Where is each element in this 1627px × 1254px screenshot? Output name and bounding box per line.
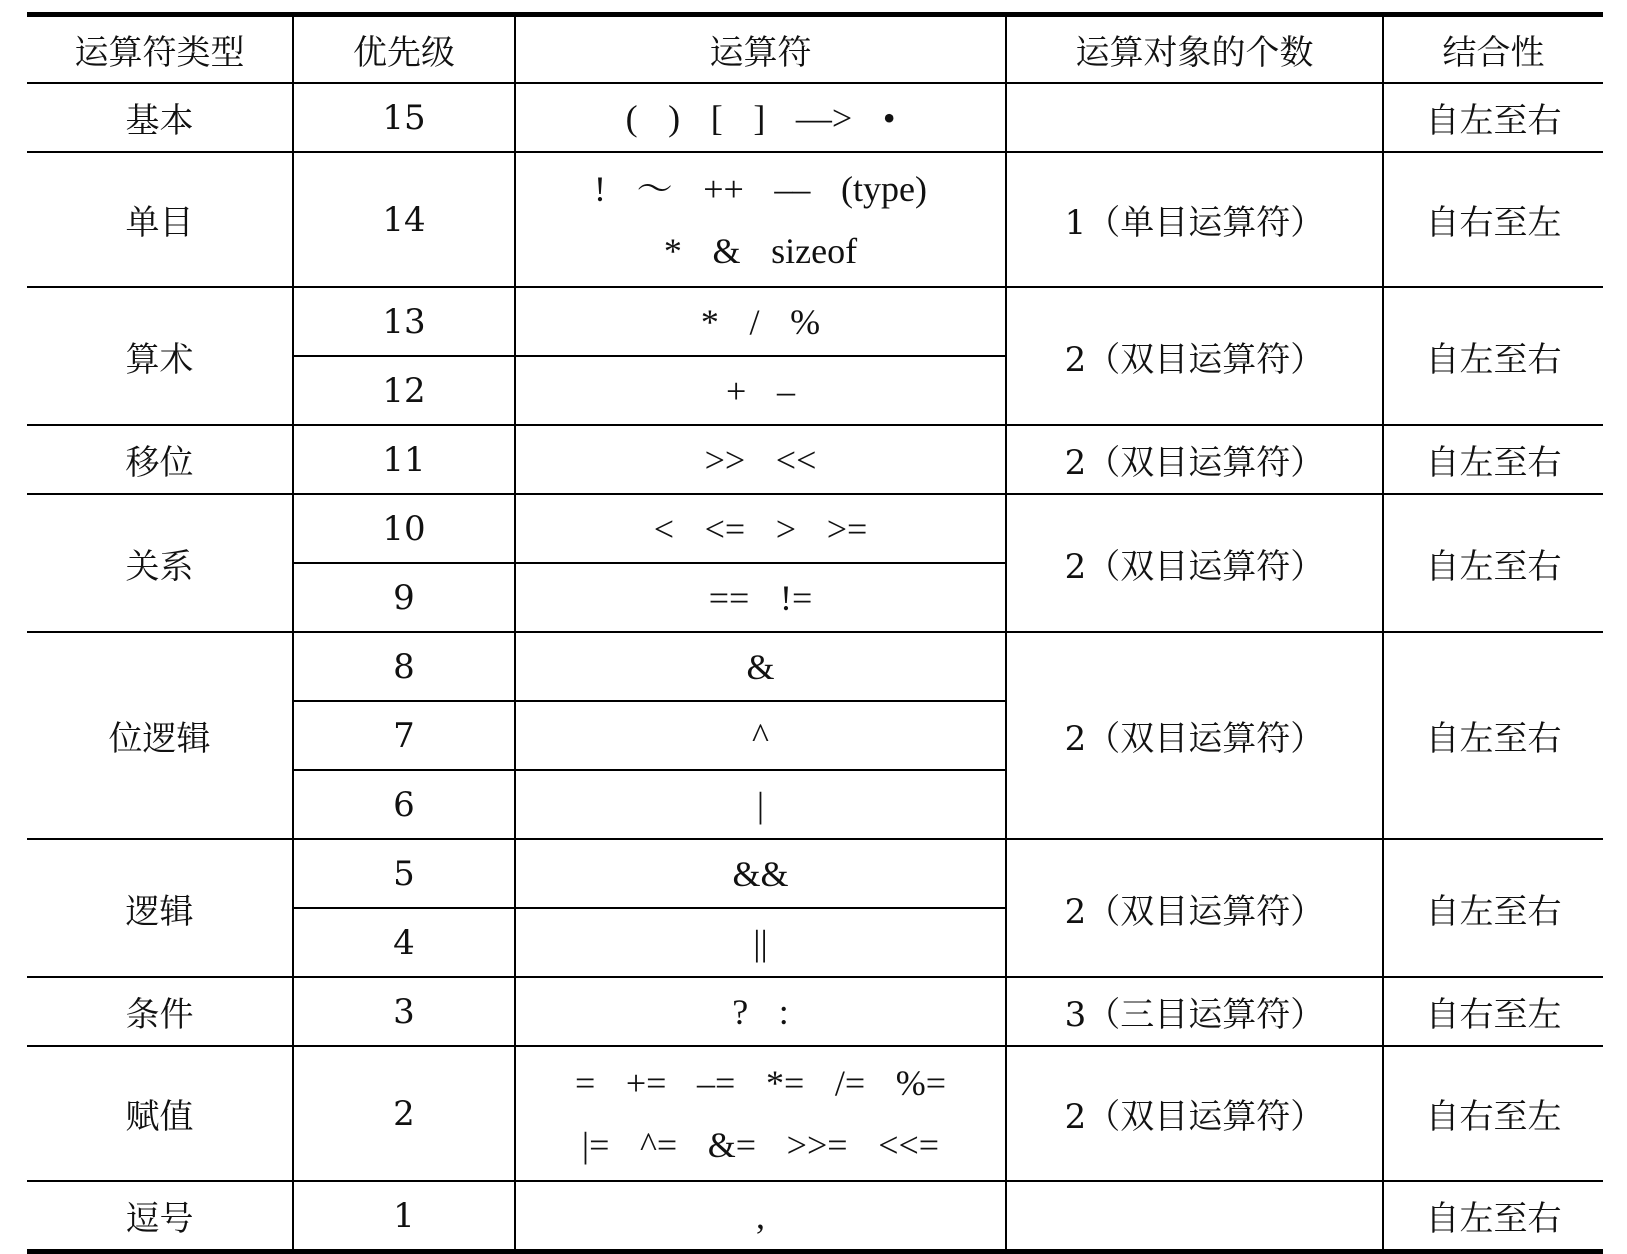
operators-cell [515,287,1006,356]
operator-type-cell: 条件 [27,977,293,1046]
associativity-cell: 自左至右 [1383,839,1603,977]
header-associativity: 结合性 [1383,15,1603,84]
operators-cell [515,152,1006,287]
priority-cell: 5 [293,839,515,908]
operators-line: && [732,853,789,894]
operand-count-cell: 2（双目运算符） [1006,839,1383,977]
table-row [27,839,1603,908]
operators-line: + – [726,370,795,411]
operators-cell [515,1046,1006,1181]
operators-line: , [756,1195,765,1236]
priority-cell: 12 [293,356,515,425]
table-row [27,83,1603,152]
operators-line: == != [708,577,813,618]
table-row [27,152,1603,287]
operator-type-cell: 赋值 [27,1046,293,1181]
header-operand-count: 运算对象的个数 [1006,15,1383,84]
priority-cell: 1 [293,1181,515,1252]
priority-cell: 6 [293,770,515,839]
priority-cell: 13 [293,287,515,356]
operand-count-cell: 3（三目运算符） [1006,977,1383,1046]
operator-type-cell: 逻辑 [27,839,293,977]
operators-line: * / % [700,301,821,342]
priority-cell: 15 [293,83,515,152]
priority-cell: 3 [293,977,515,1046]
operators-line: |= ^= &= >>= <<= [581,1124,940,1165]
operator-type-cell: 位逻辑 [27,632,293,839]
priority-cell: 7 [293,701,515,770]
operand-count-cell: 2（双目运算符） [1006,287,1383,425]
operator-type-cell: 移位 [27,425,293,494]
associativity-cell: 自左至右 [1383,287,1603,425]
priority-cell: 10 [293,494,515,563]
operators-line: = += –= *= /= %= [574,1062,947,1103]
header-priority: 优先级 [293,15,515,84]
priority-cell: 14 [293,152,515,287]
operators-cell [515,839,1006,908]
associativity-cell: 自左至右 [1383,494,1603,632]
operand-count-cell: 2（双目运算符） [1006,425,1383,494]
operator-type-cell: 基本 [27,83,293,152]
operators-cell [515,977,1006,1046]
operators-line: < <= > >= [653,508,868,549]
associativity-cell: 自左至右 [1383,83,1603,152]
operators-line: * & sizeof [663,230,858,271]
operators-line: ^ [752,715,769,756]
header-operators: 运算符 [515,15,1006,84]
operators-cell [515,701,1006,770]
operators-cell [515,632,1006,701]
operator-precedence-table [27,12,1603,1254]
operators-line: & [746,646,775,687]
priority-cell: 11 [293,425,515,494]
operators-cell [515,1181,1006,1252]
table-row [27,977,1603,1046]
table-row [27,1046,1603,1181]
operators-cell [515,770,1006,839]
operand-count-cell: 2（双目运算符） [1006,1046,1383,1181]
header-operator-type: 运算符类型 [27,15,293,84]
table-body [27,83,1603,1252]
operators-line: ( ) [ ] —> • [625,97,896,138]
table-row [27,494,1603,563]
priority-cell: 2 [293,1046,515,1181]
operator-type-cell: 单目 [27,152,293,287]
operators-cell [515,356,1006,425]
operators-cell [515,83,1006,152]
priority-cell: 9 [293,563,515,632]
associativity-cell: 自左至右 [1383,1181,1603,1252]
associativity-cell: 自右至左 [1383,977,1603,1046]
operators-line: ? : [732,991,789,1032]
operator-type-cell: 逗号 [27,1181,293,1252]
operand-count-cell [1006,1181,1383,1252]
table-row [27,632,1603,701]
associativity-cell: 自右至左 [1383,1046,1603,1181]
table-header-row [27,15,1603,84]
operators-line: >> << [704,439,817,480]
operators-cell [515,563,1006,632]
operand-count-cell: 2（双目运算符） [1006,494,1383,632]
table-row [27,425,1603,494]
operand-count-cell [1006,83,1383,152]
table-row [27,287,1603,356]
associativity-cell: 自右至左 [1383,152,1603,287]
operand-count-cell: 2（双目运算符） [1006,632,1383,839]
priority-cell: 8 [293,632,515,701]
operators-line: ! ～ ++ –– (type) [594,168,927,209]
associativity-cell: 自左至右 [1383,425,1603,494]
operators-line: || [753,922,768,963]
operand-count-cell: 1（单目运算符） [1006,152,1383,287]
table-row [27,1181,1603,1252]
operators-cell [515,494,1006,563]
operators-line: | [756,784,765,825]
operators-cell [515,425,1006,494]
operator-type-cell: 关系 [27,494,293,632]
operator-type-cell: 算术 [27,287,293,425]
priority-cell: 4 [293,908,515,977]
associativity-cell: 自左至右 [1383,632,1603,839]
operators-cell [515,908,1006,977]
